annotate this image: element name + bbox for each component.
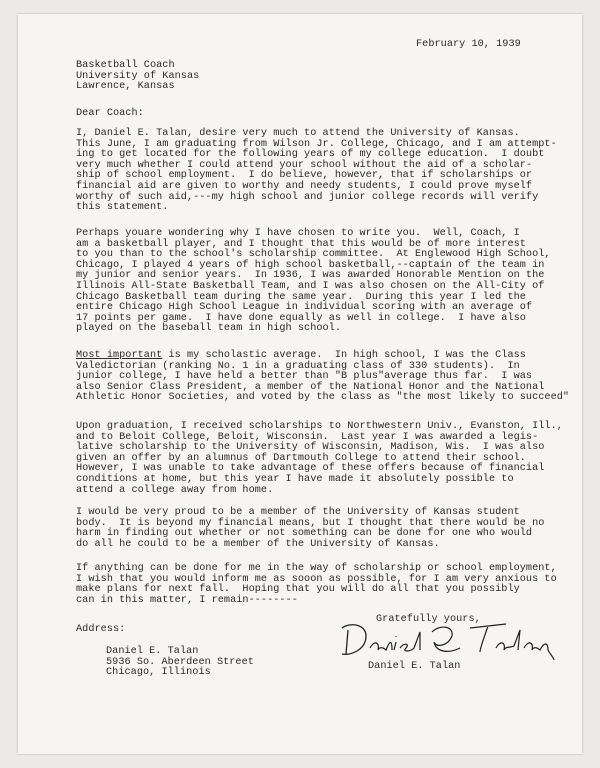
text-line: Illinois All-State Basketball Team, and I was also chosen on the All-City of <box>76 280 545 292</box>
paragraph-4 <box>76 422 563 496</box>
text-line: given an offer by an alumnus of Dartmouth College to attend their school. <box>76 452 526 464</box>
text-line: am a basketball player, and I thought that this would be of more interest <box>76 238 526 250</box>
text-line: I, Daniel E. Talan, desire very much to attend the University of Kansas. <box>76 128 520 139</box>
paragraph-2 <box>76 229 551 335</box>
handwritten-signature <box>336 618 556 664</box>
text-line: played on the baseball team in high school. <box>76 323 342 335</box>
text-line: Athletic Honor Societies, and voted by the class as "the most likely to succeed" <box>76 392 570 404</box>
text-line: ing to get located for the following years of my college education. I doubt <box>76 149 545 161</box>
text-line: this statement. <box>76 202 169 214</box>
text-line: I would be very proud to be a member of the University of Kansas student <box>76 507 520 518</box>
text-line: entire Chicago High School League in individual scoring with an average of <box>76 302 533 314</box>
text-line: is my scholastic average. In high school, I was the Class <box>162 350 526 361</box>
text-line: junior college, I have held a better than "B plus"average thus far. I was <box>76 371 533 383</box>
text-line: Valedictorian (ranking No. 1 in a graduating class of 330 students). In <box>76 360 520 372</box>
return-address <box>106 647 254 679</box>
text-line: If anything can be done for me in the way of scholarship or school employment, <box>76 563 557 574</box>
text-line: This June, I am graduating from Wilson Jr. College, Chicago, and I am attempt- <box>76 138 557 150</box>
paragraph-1 <box>76 129 557 214</box>
text-line: ship of school employment. I do believe, however, that if scholarships or <box>76 170 533 182</box>
letter-date: February 10, 1939 <box>416 39 521 50</box>
text-line: to you than to the school's scholarship committee. At Englewood High School, <box>76 249 551 261</box>
letter-page <box>18 14 582 754</box>
recipient-line: Basketball Coach <box>76 60 175 71</box>
text-line: Perhaps youare wondering why I have chosen to write you. Well, Coach, I <box>76 228 520 239</box>
text-line: attend a college away from home. <box>76 484 274 496</box>
address-label: Address: <box>76 624 126 635</box>
text-line: also Senior Class President, a member of the National Honor and the National <box>76 381 545 393</box>
text-line: Chicago Basketball team during the same year. During this year I led the <box>76 291 526 303</box>
text-line: body. It is beyond my financial means, but I thought that there would be no <box>76 517 545 529</box>
text-line: lative scholarship to the University of Wisconsin, Madison, Wis. I was also <box>76 442 545 454</box>
recipient-address <box>76 61 199 93</box>
text-line: my junior and senior years. In 1936, I was awarded Honorable Mention on the <box>76 270 545 282</box>
text-line: do all he could to be a member of the University of Kansas. <box>76 538 440 550</box>
paragraph-3 <box>76 351 569 404</box>
text-line: However, I was unable to take advantage of these offers because of financial <box>76 463 545 475</box>
recipient-line: University of Kansas <box>76 70 200 82</box>
text-line: financial aid are given to worthy and needy students, I could prove myself <box>76 180 533 192</box>
return-address-line: Daniel E. Talan <box>106 646 199 657</box>
return-address-line: Chicago, Illinois <box>106 667 211 679</box>
text-line: can in this matter, I remain-------- <box>76 594 298 606</box>
text-line: and to Beloit College, Beloit, Wisconsin. Last year I was awarded a legis- <box>76 431 539 443</box>
text-line: make plans for next fall. Hoping that you will do all that you possibly <box>76 584 520 596</box>
text-line: Upon graduation, I received scholarships to Northwestern Univ., Evanston, Ill., <box>76 421 563 432</box>
paragraph-5 <box>76 508 544 550</box>
closing: Gratefully yours, <box>376 614 481 625</box>
paragraph-6 <box>76 564 557 606</box>
text-line: Chicago, I played 4 years of high school basketball,--captain of the team in <box>76 259 545 271</box>
recipient-line: Lawrence, Kansas <box>76 81 175 93</box>
text-line: harm in finding out whether or not something can be done for one who would <box>76 528 533 540</box>
emphasis-most-important: Most important <box>76 350 163 361</box>
text-line: worthy of such aid,---my high school and junior college records will verify <box>76 191 539 203</box>
salutation: Dear Coach: <box>76 108 144 119</box>
typed-signature: Daniel E. Talan <box>368 661 461 672</box>
return-address-line: 5936 So. Aberdeen Street <box>106 656 254 668</box>
text-line: 17 points per game. I have done equally as well in college. I have also <box>76 312 526 324</box>
text-line: conditions at home, but this year I have made it absolutely possible to <box>76 473 514 485</box>
text-line: very much whether I could attend your school without the aid of a scholar- <box>76 159 533 171</box>
text-line: I wish that you would inform me as sooon as possible, for I am very anxious to <box>76 573 557 585</box>
